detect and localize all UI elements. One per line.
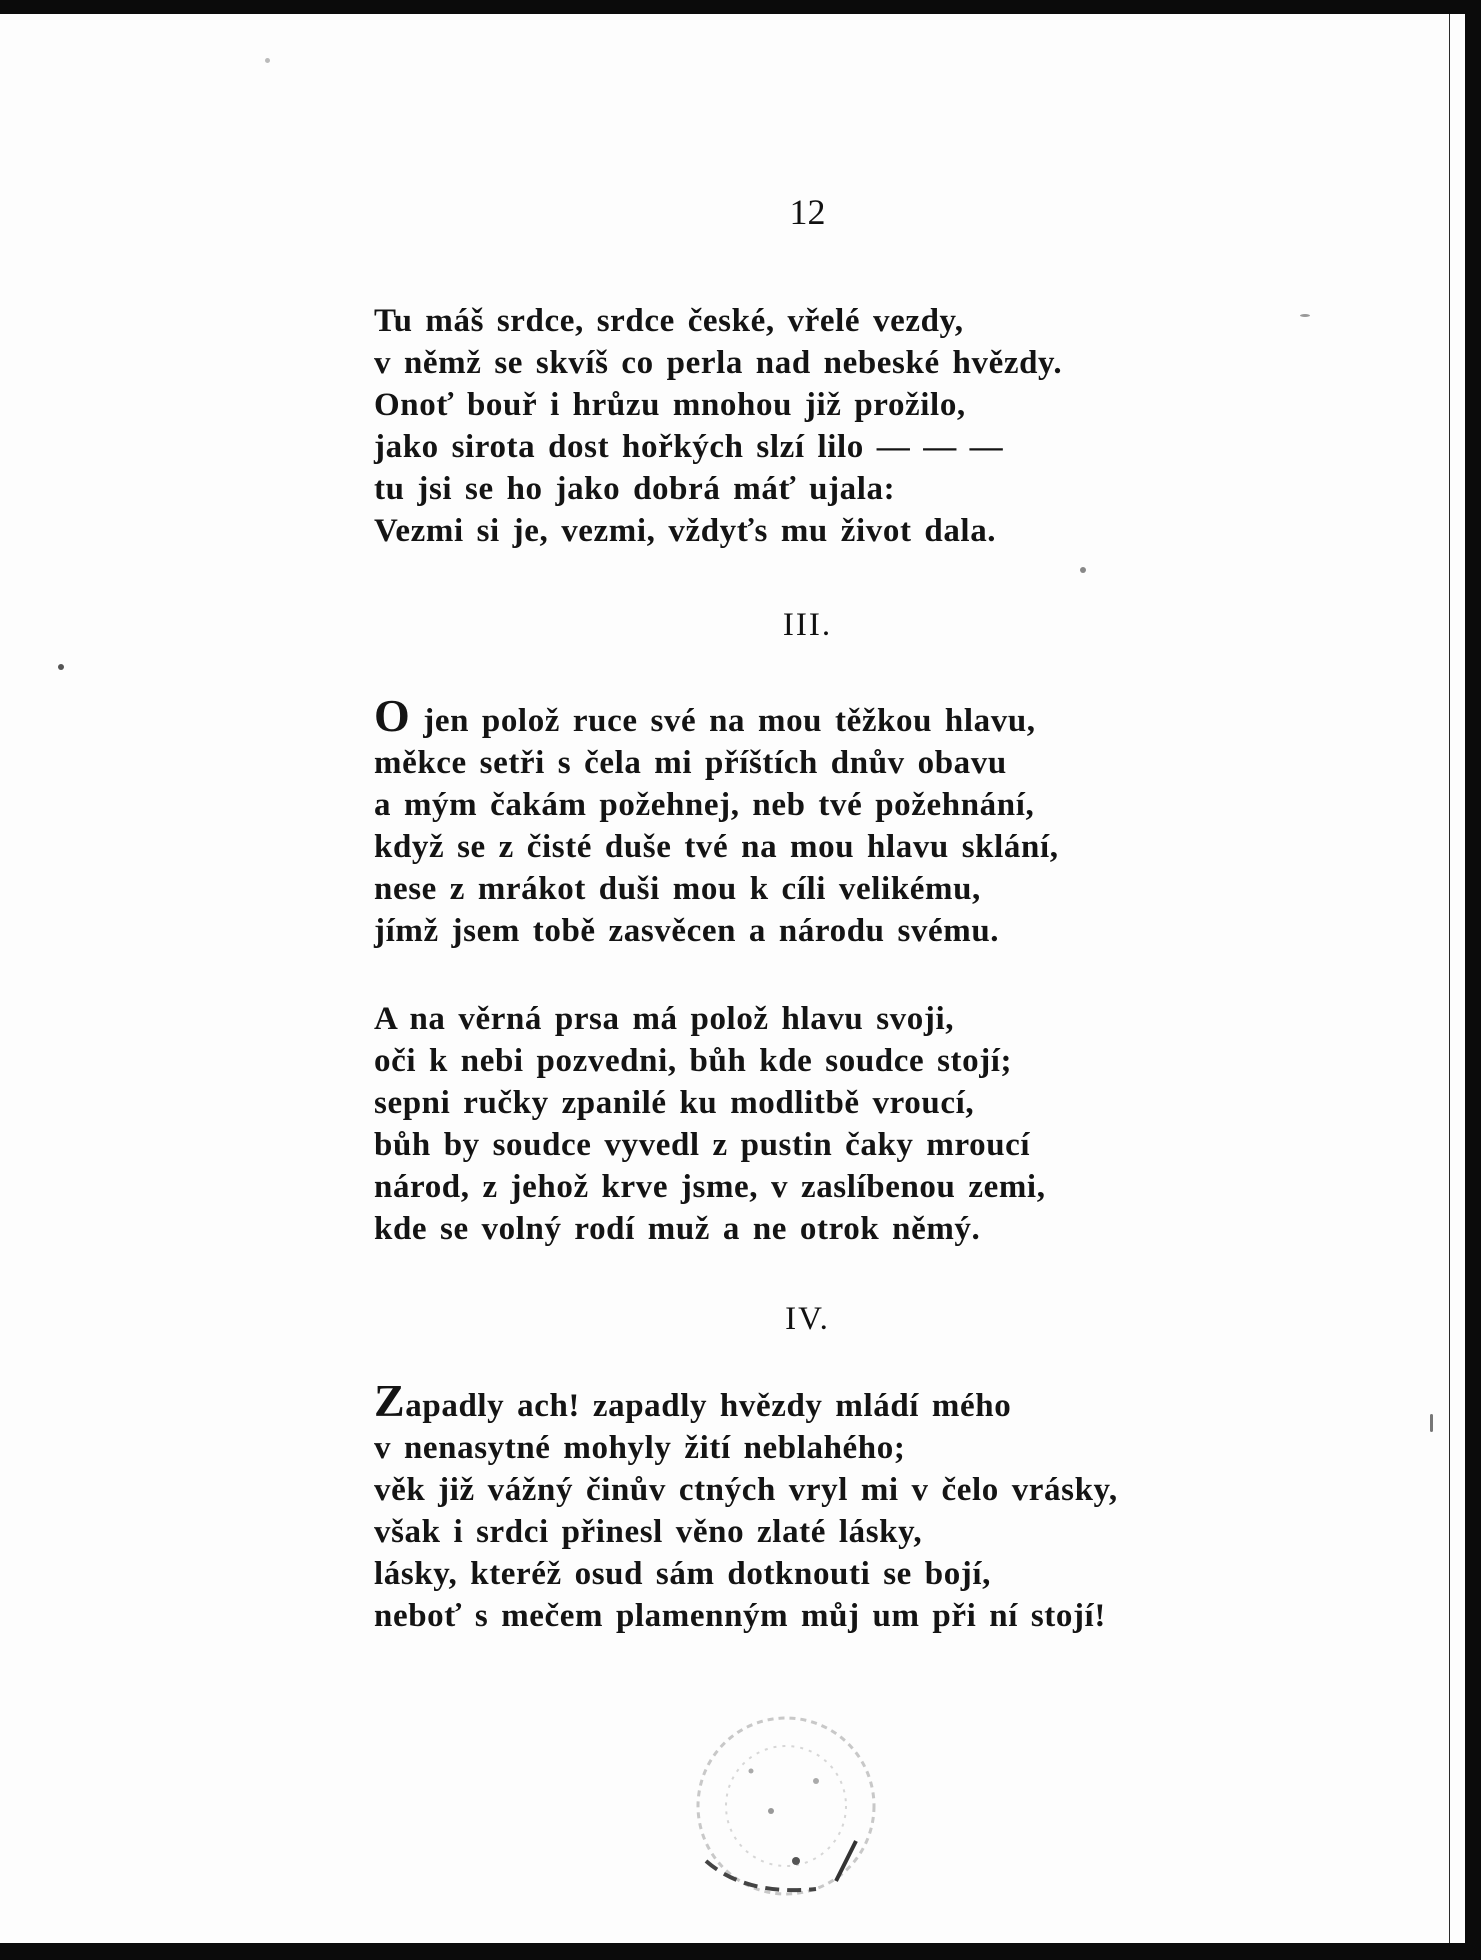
verse-line: tu jsi se ho jako dobrá máť ujala: bbox=[374, 471, 896, 507]
verse-line: Vezmi si je, vezmi, vždyťs mu život dala. bbox=[374, 513, 997, 549]
scan-speck bbox=[58, 664, 64, 670]
verse-line: v nenasytné mohyly žití neblahého; bbox=[374, 1430, 906, 1466]
verse-line: národ, z jehož krve jsme, v zaslíbenou zemi, bbox=[374, 1169, 1046, 1205]
verse-line: lásky, kteréž osud sám dotknouti se bojí, bbox=[374, 1556, 992, 1592]
scan-speck bbox=[265, 58, 270, 63]
page-number: 12 bbox=[789, 192, 826, 232]
page-edge-line bbox=[1449, 14, 1450, 1943]
verse-line: O jen polož ruce své na mou těžkou hlavu, bbox=[374, 690, 1036, 741]
verse-line: Zapadly ach! zapadly hvězdy mládí mého bbox=[374, 1375, 1012, 1426]
verse-line: nese z mrákot duši mou k cíli velikému, bbox=[374, 871, 981, 907]
verse-line: oči k nebi pozvedni, bůh kde soudce stojí; bbox=[374, 1043, 1013, 1079]
verse-line: však i srdci přinesl věno zlaté lásky, bbox=[374, 1514, 923, 1550]
verse-line: neboť s mečem plamenným můj um při ní stojí! bbox=[374, 1598, 1106, 1634]
verse-line: bůh by soudce vyvedl z pustin čaky mroucí bbox=[374, 1127, 1031, 1163]
verse-line: Onoť bouř i hrůzu mnohou již prožilo, bbox=[374, 387, 966, 423]
verse-line: věk již vážný činův ctných vryl mi v čelo vrásky, bbox=[374, 1472, 1118, 1508]
verse-line: kde se volný rodí muž a ne otrok němý. bbox=[374, 1211, 981, 1247]
stanza-2 bbox=[374, 690, 1059, 952]
verse-line: Tu máš srdce, srdce české, vřelé vezdy, bbox=[374, 303, 964, 339]
stanza-4 bbox=[374, 1375, 1118, 1637]
section-heading-iv: IV. bbox=[785, 1301, 830, 1337]
verse-line: jímž jsem tobě zasvěcen a národu svému. bbox=[374, 913, 1000, 949]
verse-line: a mým čakám požehnej, neb tvé požehnání, bbox=[374, 787, 1035, 823]
scan-speck bbox=[1300, 314, 1310, 317]
scan-speck bbox=[1080, 567, 1086, 573]
verse-line: sepni ručky zpanilé ku modlitbě vroucí, bbox=[374, 1085, 975, 1121]
verse-line: A na věrná prsa má polož hlavu svoji, bbox=[374, 1001, 955, 1037]
verse-line: v němž se skvíš co perla nad nebeské hvězdy. bbox=[374, 345, 1063, 381]
section-heading-iii: III. bbox=[782, 607, 833, 643]
stanza-3 bbox=[374, 998, 1046, 1250]
verse-line: když se z čisté duše tvé na mou hlavu sklání, bbox=[374, 829, 1059, 865]
verse-line: jako sirota dost hořkých slzí lilo — — — bbox=[374, 429, 1004, 465]
book-page bbox=[0, 14, 1465, 1943]
verse-line: měkce setři s čela mi příštích dnův obavu bbox=[374, 745, 1007, 781]
scan-speck bbox=[1430, 1414, 1433, 1432]
stanza-1 bbox=[374, 300, 1062, 552]
library-stamp-icon bbox=[676, 1711, 896, 1901]
